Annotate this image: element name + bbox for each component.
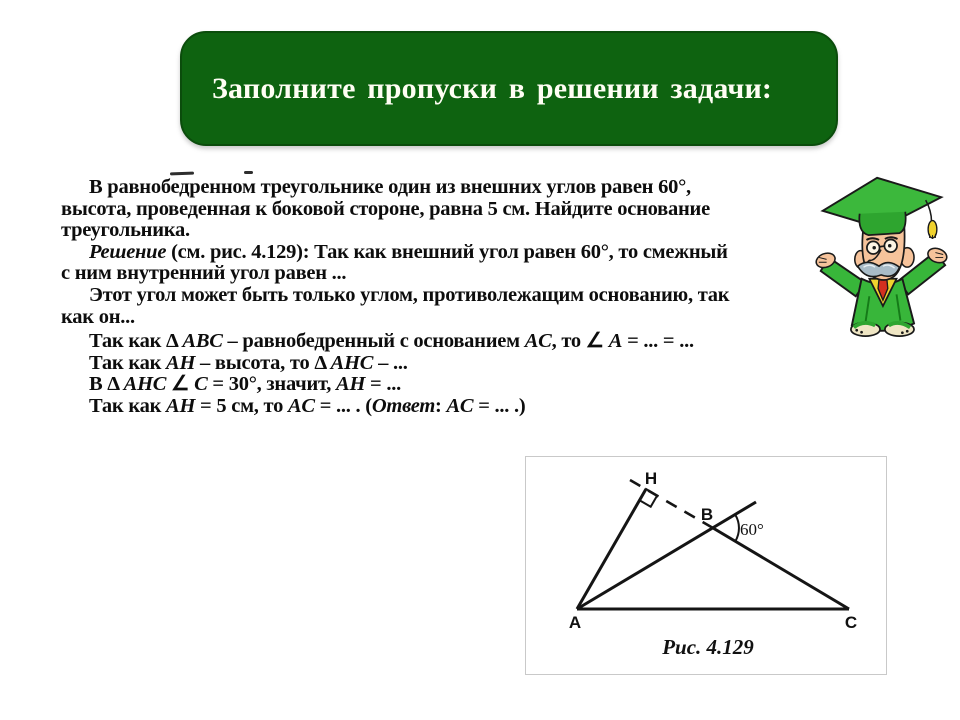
label-a: A — [568, 613, 582, 632]
math-term: AC — [524, 330, 552, 353]
math-term: AH — [166, 351, 196, 374]
math-term: AHC — [330, 351, 374, 374]
right-sandal — [885, 323, 914, 337]
math-term: AH — [166, 394, 196, 417]
label-c: C — [844, 613, 858, 632]
text-segment: = 30°, значит, — [207, 373, 337, 396]
text-line — [61, 177, 791, 199]
text-segment: В равнобедренном треугольнике один из внешних углов равен 60°, — [89, 176, 691, 198]
text-segment: как он... — [61, 305, 135, 328]
left-sandal — [851, 323, 880, 337]
text-segment: Так как Δ — [89, 330, 183, 353]
text-segment: Так как — [89, 351, 167, 374]
title-banner — [180, 31, 838, 146]
tassel — [926, 200, 937, 239]
text-segment: : — [435, 394, 447, 417]
text-line — [61, 199, 791, 221]
angle-label: 60° — [740, 520, 764, 539]
text-segment: (см. рис. 4.129): Так как внешний угол равен 60°, то смежный — [166, 240, 728, 263]
scan-artifact — [244, 171, 253, 174]
text-line — [61, 396, 791, 418]
text-segment: – равнобедренный с основанием — [222, 330, 525, 353]
text-segment: – высота, то Δ — [195, 351, 331, 374]
text-line — [61, 374, 791, 396]
text-line — [61, 307, 791, 329]
text-line — [61, 353, 791, 375]
problem-text-block — [61, 177, 791, 418]
angle-arc — [735, 515, 739, 542]
math-term: AC — [446, 394, 474, 417]
text-segment: = 5 см, то — [195, 394, 288, 417]
triangle-figure-box — [525, 456, 887, 675]
label-b: B — [700, 505, 714, 524]
text-segment: – ... — [373, 351, 408, 374]
text-segment: ∠ — [166, 373, 195, 396]
side-cb — [713, 528, 849, 609]
text-segment: Так как — [89, 394, 167, 417]
math-term: AHC — [123, 373, 167, 396]
figure-caption: Рис. 4.129 — [662, 635, 754, 659]
math-term: A — [608, 330, 623, 353]
text-segment: = ... = ... — [622, 330, 694, 353]
text-line — [61, 220, 791, 242]
text-line — [61, 263, 791, 285]
text-segment: с ним внутренний угол равен ... — [61, 262, 347, 285]
side-ab-extended — [577, 502, 756, 609]
text-line — [61, 285, 791, 307]
solution-word: Решение — [89, 240, 167, 263]
answer-word: Ответ — [371, 394, 436, 417]
text-segment: = ... .) — [473, 394, 526, 417]
text-segment: Этот угол может быть только углом, противолежащим основанию, так — [89, 283, 730, 306]
math-term: AH — [336, 373, 366, 396]
page-title: Заполните пропуски в решении задачи: — [212, 71, 773, 105]
professor-mascot-illustration — [812, 170, 950, 340]
label-h: H — [644, 469, 658, 488]
text-segment: высота, проведенная к боковой стороне, равна 5 см. Найдите основание — [61, 197, 710, 220]
cap-band — [859, 212, 905, 235]
scan-artifact — [170, 172, 194, 176]
text-line — [61, 242, 791, 264]
height-ah — [577, 489, 646, 609]
text-segment: , то ∠ — [551, 330, 609, 353]
math-term: ABC — [182, 330, 223, 353]
professor-mascot — [812, 170, 950, 340]
text-segment: В Δ — [89, 373, 124, 396]
math-term: C — [194, 373, 208, 396]
text-line — [61, 331, 791, 353]
text-segment: = ... . ( — [314, 394, 372, 417]
math-term: AC — [287, 394, 315, 417]
triangle-figure — [526, 457, 886, 674]
text-segment: треугольника. — [61, 219, 190, 242]
text-segment: = ... — [365, 373, 401, 396]
